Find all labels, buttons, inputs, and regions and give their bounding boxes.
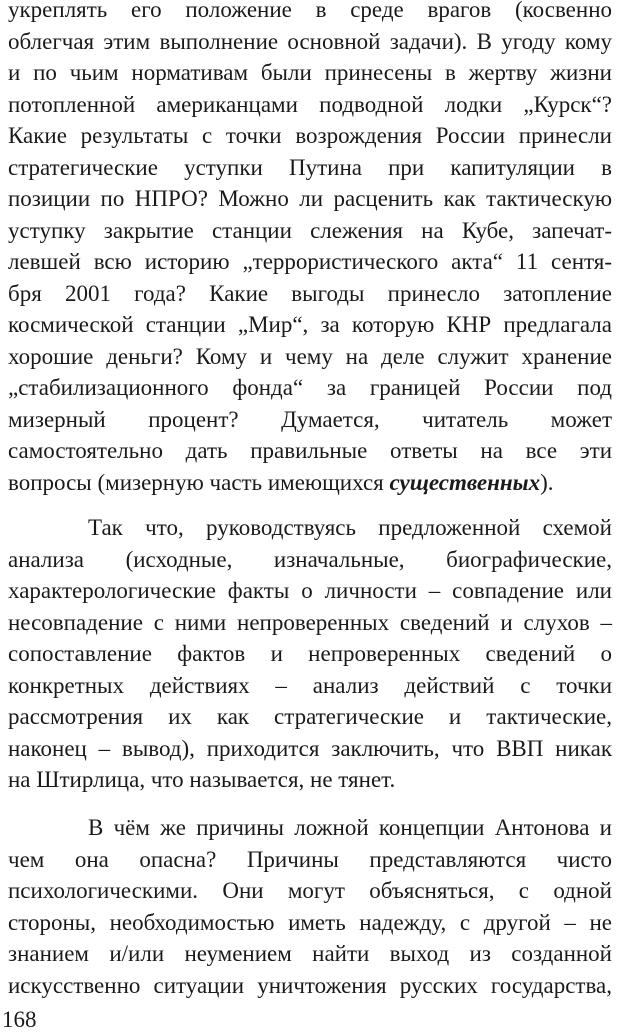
paragraph-line: потопленной американцами подводной лодки „Курск“? bbox=[8, 91, 612, 117]
paragraph-line: наконец – вывод), приходится заключить, что ВВП никак bbox=[8, 735, 612, 761]
paragraph-line: мизерный процент? Думается, читатель может bbox=[8, 406, 612, 432]
paragraph-line: конкретных действиях – анализ действий с точки bbox=[8, 672, 612, 698]
paragraph-line: укреплять его положение в среде врагов (косвенно bbox=[8, 0, 612, 22]
paragraph-line: левшей всю историю „террористического акта“ 11 сентя- bbox=[8, 249, 612, 274]
paragraph-line: облегчая этим выполнение основной задачи). В угоду кому bbox=[8, 28, 612, 54]
paragraph-3 bbox=[8, 812, 612, 1001]
paragraph-line: несовпадение с ними непроверенных сведений и слухов – bbox=[8, 609, 612, 635]
paragraph-line: стратегические уступки Путина при капитуляции в bbox=[8, 154, 612, 180]
paragraph-line: рассмотрения их как стратегические и тактические, bbox=[8, 704, 612, 729]
paragraph-line: уступку закрытие станции слежения на Кубе, запечат- bbox=[8, 217, 612, 243]
paragraph-line: бря 2001 года? Какие выгоды принесло затопление bbox=[8, 280, 612, 306]
paragraph-first-line: В чём же причины ложной концепции Антонова и bbox=[88, 815, 612, 840]
paragraph-line: „стабилизационного фонда“ за границей России под bbox=[8, 375, 612, 400]
paragraph-2 bbox=[8, 512, 612, 796]
paragraph-line: сопоставление фактов и непроверенных сведений о bbox=[8, 641, 612, 666]
paragraph-line: чем она опасна? Причины представляются чисто bbox=[8, 846, 612, 872]
paragraph-line: искусственно ситуации уничтожения русских государства, bbox=[8, 972, 612, 998]
paragraph-line: космической станции „Мир“, за которую КНР предлагала bbox=[8, 312, 612, 337]
paragraph-last-line: на Штирлица, что называется, не тянет. bbox=[8, 767, 396, 792]
paragraph-text: вопросы (мизерную часть имеющихся bbox=[8, 469, 390, 495]
paragraph-line: Какие результаты с точки возрождения России принесли bbox=[8, 123, 612, 148]
paragraph-text: ). bbox=[540, 469, 554, 495]
paragraph-1 bbox=[8, 0, 612, 498]
paragraph-last-line bbox=[8, 467, 612, 499]
paragraph-line: самостоятельно дать правильные ответы на все эти bbox=[8, 438, 612, 463]
emphasized-word: существенных bbox=[389, 469, 541, 495]
paragraph-line: хорошие деньги? Кому и чему на деле служит хранение bbox=[8, 343, 612, 369]
paragraph-line: позиции по НПРО? Можно ли расценить как тактическую bbox=[8, 186, 612, 211]
paragraph-line: знанием и/или неумением найти выход из созданной bbox=[8, 941, 612, 966]
paragraph-line: характерологические факты о личности – совпадение или bbox=[8, 578, 612, 603]
paragraph-line: анализа (исходные, изначальные, биографические, bbox=[8, 546, 612, 572]
paragraph-first-line: Так что, руководствуясь предложенной схемой bbox=[88, 515, 612, 540]
paragraph-line: стороны, необходимостью иметь надежду, с другой – не bbox=[8, 909, 612, 935]
paragraph-line: психологическими. Они могут объясняться, с одной bbox=[8, 878, 612, 903]
paragraph-line: и по чьим нормативам были принесены в жертву жизни bbox=[8, 60, 612, 85]
page-number: 168 bbox=[2, 1007, 37, 1032]
